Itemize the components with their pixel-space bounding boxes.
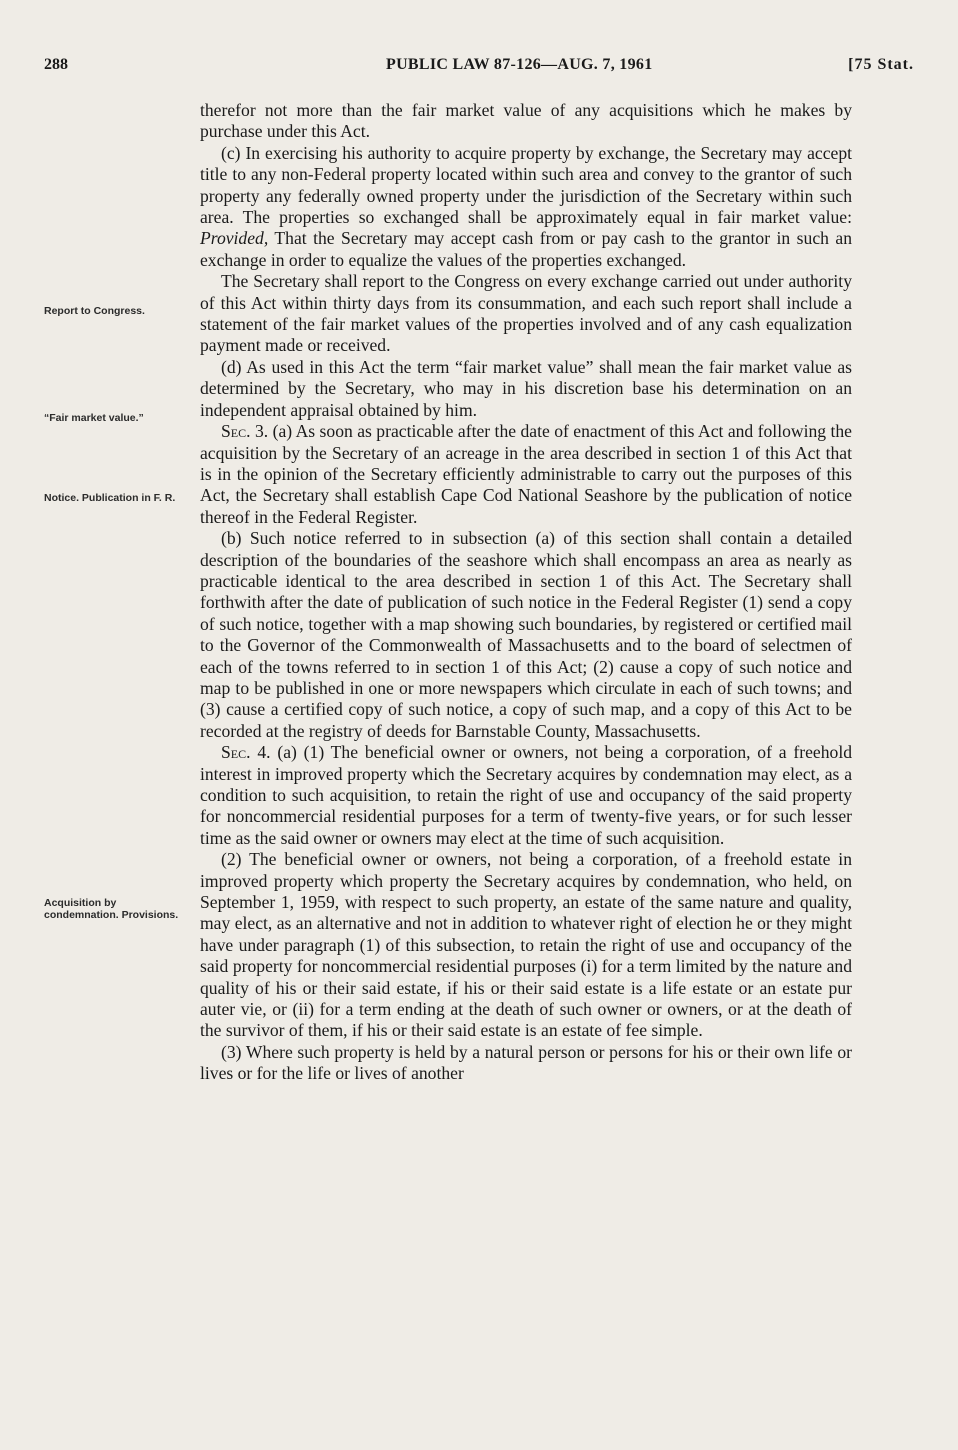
paragraph: (2) The beneficial owner or owners, not being a corporation, of a freehold estate in improved property which property the Secretary acquires by condemnation, who held, on September 1, 1959, with respect to such property, an estate of the same nature and quality, may elect, as an alternative and not in addition to whatever right of election he or they might have under paragraph (1) of this subsection, to retain the right of use and occupancy of the said property for noncommercial residential purposes (i) for a term limited by the nature and quality of his or their said estate, if his or their said estate is a life estate or an estate pur auter vie, or (ii) for a term ending at the death of such owner or owners, or at the death of the survivor of them, if his or their said estate is an estate of fee simple. — [200, 849, 852, 1041]
paragraph: (3) Where such property is held by a natural person or persons for his or their own life or lives or for the life or lives of another — [200, 1041, 852, 1084]
paragraph: Sec. 3. (a) As soon as practicable after the date of enactment of this Act and following the acquisition by the Secretary of an acreage in the area described in section 1 of this Act that is in the opinion of the Secretary efficiently administrable to carry out the purposes of this Act, the Secretary shall establish Cape Cod National Seashore by the publication of notice thereof in the Federal Register. — [200, 421, 852, 527]
paragraph: (b) Such notice referred to in subsection (a) of this section shall contain a detailed description of the boundaries of the seashore which shall encompass an area as nearly as practicable identical to the area described in section 1 of this Act. The Secretary shall forthwith after the date of publication of such notice in the Federal Register (1) send a copy of such notice, together with a map showing such boundaries, by registered or certified mail to the Governor of the Commonwealth of Massachusetts and to the board of selectmen of each of the towns referred to in section 1 of this Act; (2) cause a copy of such notice and map to be published in one or more newspapers which circulate in each of such towns; and (3) cause a certified copy of such notice, a copy of such map, and a copy of this Act to be recorded at the registry of deeds for Barnstable County, Massachusetts. — [200, 528, 852, 741]
running-title: PUBLIC LAW 87-126—AUG. 7, 1961 — [386, 56, 653, 73]
body-text — [200, 100, 852, 1085]
section-label: Sec. 3. — [221, 421, 269, 442]
statute-reference: [75 Stat. — [848, 56, 914, 73]
paragraph: (c) In exercising his authority to acquire property by exchange, the Secretary may accept title to any non-Federal property located within such area and convey to the grantor of such property any federally owned property under the jurisdiction of the Secretary within such area. The properties so exchanged shall be approximately equal in fair market value: Provided, That the Secretary may accept cash from or pay cash to the grantor in such an exchange in order to equalize the values of the properties exchanged. — [200, 142, 852, 270]
section-label: Sec. 4. — [221, 742, 271, 763]
margin-note-notice: Notice. Publication in F. R. — [44, 492, 176, 504]
margin-note-acquisition: Acquisition by condemnation. Provisions. — [44, 897, 179, 921]
paragraph: Sec. 4. (a) (1) The beneficial owner or owners, not being a corporation, of a freehold interest in improved property which the Secretary acquires by condemnation may elect, as a condition to such acquisition, to retain the right of use and occupancy of the said property for noncommercial residential purposes for a term of twenty-five years, or for such lesser time as the said owner or owners may elect at the time of such acquisition. — [200, 742, 852, 848]
page-number: 288 — [44, 56, 68, 73]
paragraph: (d) As used in this Act the term “fair market value” shall mean the fair market value as determined by the Secretary, who may in his discretion base his determination on an independent appraisal obtained by him. — [200, 356, 852, 420]
margin-note-report: Report to Congress. — [44, 305, 145, 317]
paragraph: The Secretary shall report to the Congress on every exchange carried out under authority of this Act within thirty days from its consummation, and each such report shall include a statement of the fair market values of the properties involved and of any cash equalization payment made or received. — [200, 271, 852, 356]
paragraph: therefor not more than the fair market value of any acquisitions which he makes by purchase under this Act. — [200, 100, 852, 142]
page-header — [44, 56, 914, 80]
margin-note-fair-market-value: “Fair market value.” — [44, 412, 144, 424]
